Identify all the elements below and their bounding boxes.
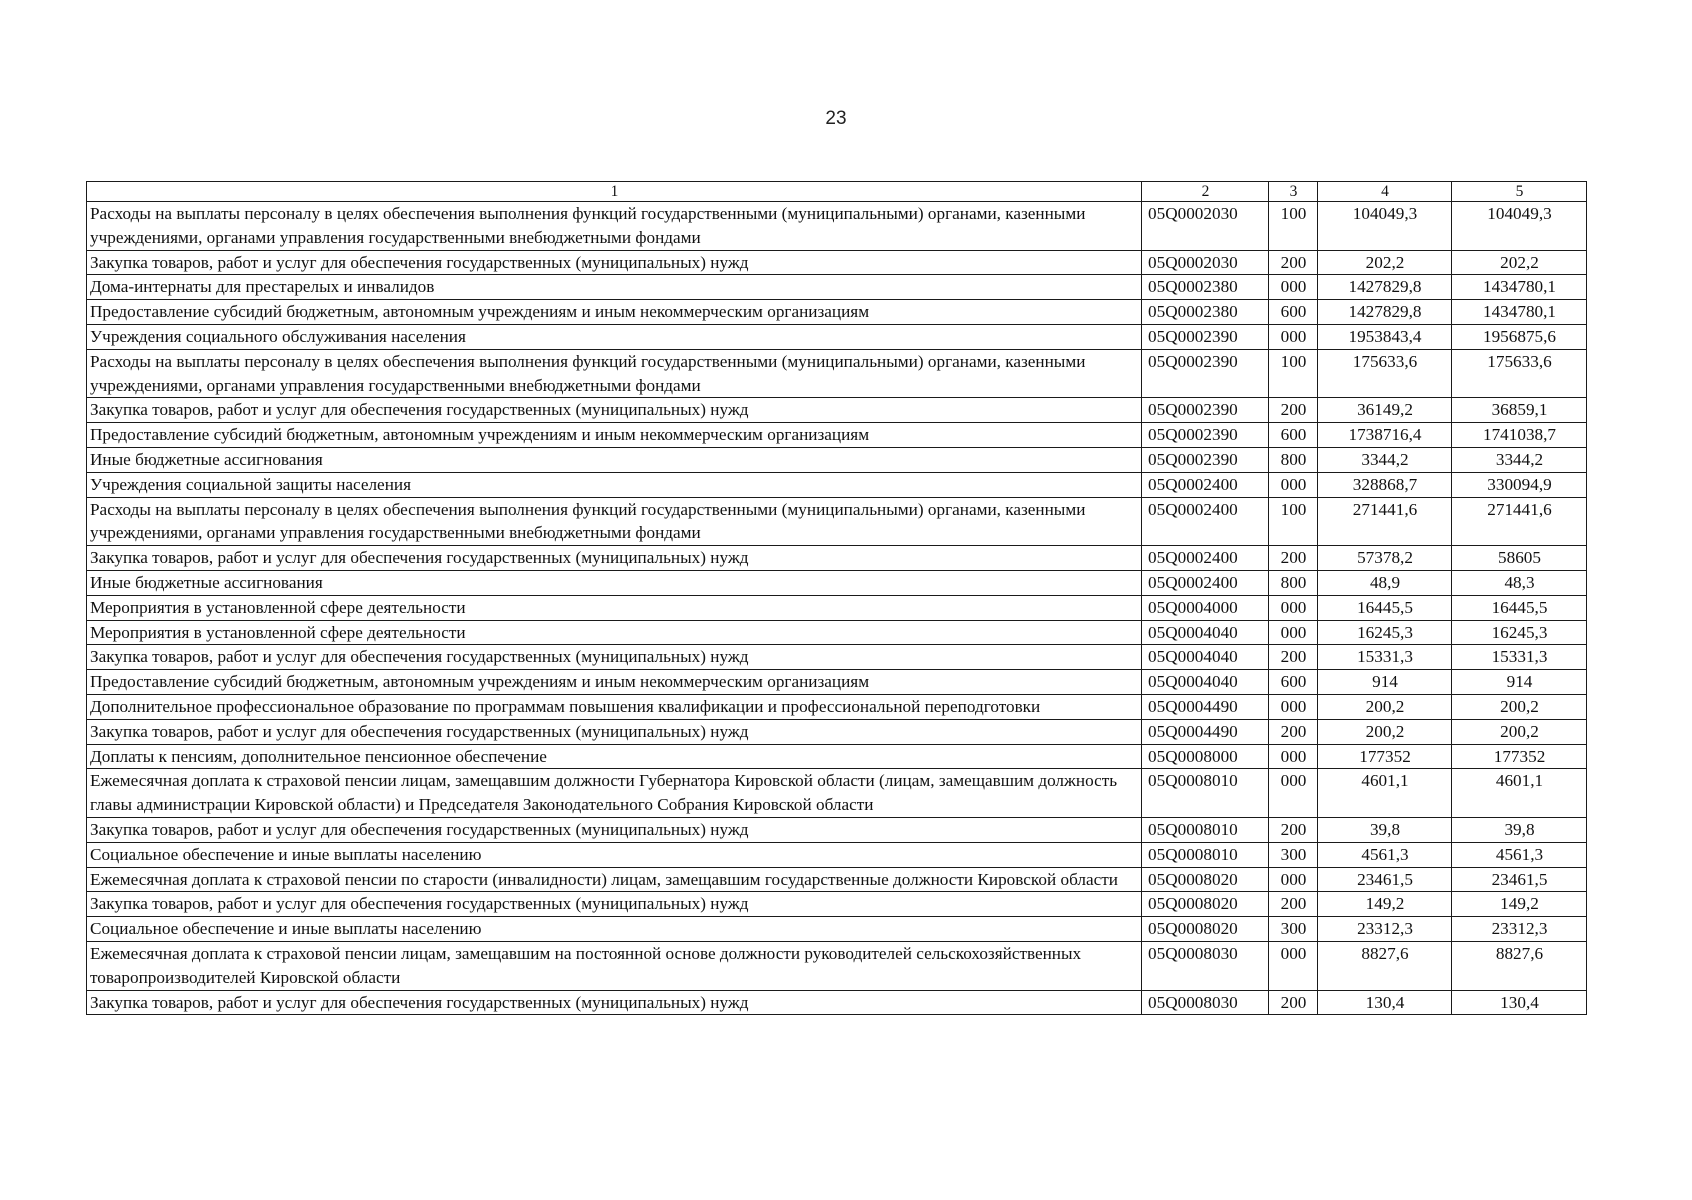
row-value-2-cell: 16245,3 [1452,620,1587,645]
table-row [87,645,1587,670]
row-name-cell: Ежемесячная доплата к страховой пенсии лицам, замещавшим на постоянной основе должности руководителей сельскохозяйственных товаропроизводителей Кировской области [87,941,1142,990]
row-value-2-cell: 175633,6 [1452,349,1587,398]
row-value-1-cell: 3344,2 [1318,447,1452,472]
table-row [87,546,1587,571]
row-type-cell: 000 [1269,275,1318,300]
table-row [87,620,1587,645]
row-type-cell: 200 [1269,398,1318,423]
row-type-cell: 000 [1269,694,1318,719]
row-value-1-cell: 16445,5 [1318,595,1452,620]
row-value-2-cell: 36859,1 [1452,398,1587,423]
row-name-cell: Социальное обеспечение и иные выплаты населению [87,917,1142,942]
row-name-cell: Закупка товаров, работ и услуг для обеспечения государственных (муниципальных) нужд [87,892,1142,917]
row-name-cell: Социальное обеспечение и иные выплаты населению [87,842,1142,867]
row-type-cell: 200 [1269,719,1318,744]
row-value-2-cell: 202,2 [1452,250,1587,275]
row-name-cell: Иные бюджетные ассигнования [87,570,1142,595]
row-value-2-cell: 200,2 [1452,719,1587,744]
row-value-1-cell: 175633,6 [1318,349,1452,398]
row-value-2-cell: 130,4 [1452,990,1587,1015]
row-value-1-cell: 200,2 [1318,694,1452,719]
row-value-1-cell: 1427829,8 [1318,300,1452,325]
row-name-cell: Доплаты к пенсиям, дополнительное пенсионное обеспечение [87,744,1142,769]
row-type-cell: 600 [1269,423,1318,448]
row-value-2-cell: 23461,5 [1452,867,1587,892]
row-name-cell: Ежемесячная доплата к страховой пенсии по старости (инвалидности) лицам, замещавшим государственные должности Кировской области [87,867,1142,892]
row-value-1-cell: 200,2 [1318,719,1452,744]
table-row [87,349,1587,398]
table-row [87,324,1587,349]
row-name-cell: Мероприятия в установленной сфере деятельности [87,595,1142,620]
row-type-cell: 000 [1269,744,1318,769]
row-value-1-cell: 4601,1 [1318,769,1452,818]
table-row [87,892,1587,917]
row-type-cell: 800 [1269,447,1318,472]
row-type-cell: 100 [1269,202,1318,251]
row-code-cell: 05Q0008020 [1142,892,1269,917]
row-value-2-cell: 48,3 [1452,570,1587,595]
row-code-cell: 05Q0002390 [1142,423,1269,448]
row-name-cell: Учреждения социальной защиты населения [87,472,1142,497]
row-type-cell: 200 [1269,645,1318,670]
row-type-cell: 100 [1269,349,1318,398]
row-value-1-cell: 202,2 [1318,250,1452,275]
row-name-cell: Дополнительное профессиональное образование по программам повышения квалификации и профессиональной переподготовки [87,694,1142,719]
row-code-cell: 05Q0008020 [1142,867,1269,892]
row-code-cell: 05Q0002030 [1142,202,1269,251]
row-value-1-cell: 177352 [1318,744,1452,769]
row-code-cell: 05Q0002380 [1142,275,1269,300]
row-type-cell: 000 [1269,620,1318,645]
table-row [87,769,1587,818]
table-row [87,447,1587,472]
row-value-1-cell: 1427829,8 [1318,275,1452,300]
row-value-2-cell: 914 [1452,670,1587,695]
row-name-cell: Учреждения социального обслуживания населения [87,324,1142,349]
table-row [87,570,1587,595]
row-value-1-cell: 1738716,4 [1318,423,1452,448]
row-type-cell: 000 [1269,324,1318,349]
row-code-cell: 05Q0008010 [1142,817,1269,842]
row-name-cell: Ежемесячная доплата к страховой пенсии лицам, замещавшим должности Губернатора Кировской области (лицам, замещавшим должность главы администрации Кировской области) и Председателя Законодательного Собрания Кировской области [87,769,1142,818]
row-value-1-cell: 1953843,4 [1318,324,1452,349]
row-value-2-cell: 200,2 [1452,694,1587,719]
row-name-cell: Закупка товаров, работ и услуг для обеспечения государственных (муниципальных) нужд [87,817,1142,842]
table-row [87,472,1587,497]
header-cell-value-2: 5 [1452,182,1587,202]
row-name-cell: Предоставление субсидий бюджетным, автономным учреждениям и иным некоммерческим организациям [87,300,1142,325]
row-code-cell: 05Q0008030 [1142,990,1269,1015]
row-code-cell: 05Q0002390 [1142,447,1269,472]
table-body [87,202,1587,1015]
row-name-cell: Иные бюджетные ассигнования [87,447,1142,472]
row-type-cell: 000 [1269,472,1318,497]
row-value-2-cell: 58605 [1452,546,1587,571]
row-type-cell: 200 [1269,817,1318,842]
row-name-cell: Закупка товаров, работ и услуг для обеспечения государственных (муниципальных) нужд [87,546,1142,571]
row-code-cell: 05Q0002400 [1142,497,1269,546]
table-row [87,744,1587,769]
table-row [87,275,1587,300]
row-name-cell: Мероприятия в установленной сфере деятельности [87,620,1142,645]
row-code-cell: 05Q0004490 [1142,719,1269,744]
row-type-cell: 200 [1269,546,1318,571]
table-row [87,202,1587,251]
header-row [87,182,1587,202]
row-value-2-cell: 271441,6 [1452,497,1587,546]
row-value-2-cell: 4561,3 [1452,842,1587,867]
row-value-2-cell: 8827,6 [1452,941,1587,990]
row-value-1-cell: 130,4 [1318,990,1452,1015]
row-value-1-cell: 48,9 [1318,570,1452,595]
row-name-cell: Закупка товаров, работ и услуг для обеспечения государственных (муниципальных) нужд [87,398,1142,423]
row-value-1-cell: 8827,6 [1318,941,1452,990]
row-value-1-cell: 39,8 [1318,817,1452,842]
row-value-1-cell: 36149,2 [1318,398,1452,423]
row-code-cell: 05Q0008010 [1142,769,1269,818]
row-value-2-cell: 3344,2 [1452,447,1587,472]
table-row [87,497,1587,546]
row-value-2-cell: 16445,5 [1452,595,1587,620]
page-number: 23 [825,108,847,129]
row-code-cell: 05Q0004040 [1142,620,1269,645]
table-row [87,398,1587,423]
row-value-2-cell: 1434780,1 [1452,300,1587,325]
table-row [87,300,1587,325]
row-value-1-cell: 23312,3 [1318,917,1452,942]
row-value-1-cell: 23461,5 [1318,867,1452,892]
row-code-cell: 05Q0008020 [1142,917,1269,942]
row-code-cell: 05Q0008000 [1142,744,1269,769]
row-value-2-cell: 330094,9 [1452,472,1587,497]
row-value-2-cell: 39,8 [1452,817,1587,842]
row-type-cell: 300 [1269,842,1318,867]
row-name-cell: Дома-интернаты для престарелых и инвалидов [87,275,1142,300]
row-type-cell: 200 [1269,990,1318,1015]
row-value-1-cell: 914 [1318,670,1452,695]
row-value-1-cell: 328868,7 [1318,472,1452,497]
row-type-cell: 200 [1269,892,1318,917]
table-header [87,182,1587,202]
row-code-cell: 05Q0002400 [1142,472,1269,497]
row-code-cell: 05Q0002030 [1142,250,1269,275]
row-type-cell: 000 [1269,867,1318,892]
row-type-cell: 000 [1269,941,1318,990]
row-code-cell: 05Q0008010 [1142,842,1269,867]
row-type-cell: 100 [1269,497,1318,546]
row-name-cell: Расходы на выплаты персоналу в целях обеспечения выполнения функций государственными (муниципальными) органами, казенными учреждениями, органами управления государственными внебюджетными фондами [87,497,1142,546]
row-code-cell: 05Q0002380 [1142,300,1269,325]
row-value-2-cell: 104049,3 [1452,202,1587,251]
table-row [87,842,1587,867]
table-row [87,941,1587,990]
table-row [87,694,1587,719]
row-name-cell: Расходы на выплаты персоналу в целях обеспечения выполнения функций государственными (муниципальными) органами, казенными учреждениями, органами управления государственными внебюджетными фондами [87,202,1142,251]
row-value-2-cell: 1956875,6 [1452,324,1587,349]
row-value-2-cell: 15331,3 [1452,645,1587,670]
row-type-cell: 800 [1269,570,1318,595]
row-name-cell: Закупка товаров, работ и услуг для обеспечения государственных (муниципальных) нужд [87,990,1142,1015]
table-row [87,867,1587,892]
row-value-2-cell: 1741038,7 [1452,423,1587,448]
row-value-1-cell: 271441,6 [1318,497,1452,546]
table-row [87,917,1587,942]
row-type-cell: 300 [1269,917,1318,942]
row-value-1-cell: 104049,3 [1318,202,1452,251]
row-type-cell: 600 [1269,300,1318,325]
row-name-cell: Закупка товаров, работ и услуг для обеспечения государственных (муниципальных) нужд [87,250,1142,275]
table-row [87,423,1587,448]
row-value-1-cell: 15331,3 [1318,645,1452,670]
row-value-1-cell: 16245,3 [1318,620,1452,645]
row-value-2-cell: 23312,3 [1452,917,1587,942]
row-code-cell: 05Q0002400 [1142,570,1269,595]
row-code-cell: 05Q0004000 [1142,595,1269,620]
table-row [87,719,1587,744]
table-row [87,990,1587,1015]
header-cell-code: 2 [1142,182,1269,202]
row-code-cell: 05Q0002390 [1142,398,1269,423]
row-code-cell: 05Q0004490 [1142,694,1269,719]
row-value-1-cell: 57378,2 [1318,546,1452,571]
row-code-cell: 05Q0008030 [1142,941,1269,990]
row-code-cell: 05Q0002390 [1142,324,1269,349]
row-value-2-cell: 177352 [1452,744,1587,769]
row-code-cell: 05Q0004040 [1142,645,1269,670]
row-value-2-cell: 4601,1 [1452,769,1587,818]
budget-table [86,181,1587,1015]
row-type-cell: 000 [1269,595,1318,620]
row-type-cell: 200 [1269,250,1318,275]
row-value-2-cell: 1434780,1 [1452,275,1587,300]
row-value-2-cell: 149,2 [1452,892,1587,917]
row-name-cell: Расходы на выплаты персоналу в целях обеспечения выполнения функций государственными (муниципальными) органами, казенными учреждениями, органами управления государственными внебюджетными фондами [87,349,1142,398]
row-type-cell: 600 [1269,670,1318,695]
row-code-cell: 05Q0002390 [1142,349,1269,398]
row-name-cell: Закупка товаров, работ и услуг для обеспечения государственных (муниципальных) нужд [87,719,1142,744]
header-cell-type: 3 [1269,182,1318,202]
row-code-cell: 05Q0002400 [1142,546,1269,571]
row-name-cell: Предоставление субсидий бюджетным, автономным учреждениям и иным некоммерческим организациям [87,670,1142,695]
row-type-cell: 000 [1269,769,1318,818]
table-row [87,670,1587,695]
table-row [87,817,1587,842]
row-value-1-cell: 4561,3 [1318,842,1452,867]
row-name-cell: Закупка товаров, работ и услуг для обеспечения государственных (муниципальных) нужд [87,645,1142,670]
row-name-cell: Предоставление субсидий бюджетным, автономным учреждениям и иным некоммерческим организациям [87,423,1142,448]
row-code-cell: 05Q0004040 [1142,670,1269,695]
table-row [87,250,1587,275]
row-value-1-cell: 149,2 [1318,892,1452,917]
header-cell-value-1: 4 [1318,182,1452,202]
table-row [87,595,1587,620]
header-cell-name: 1 [87,182,1142,202]
